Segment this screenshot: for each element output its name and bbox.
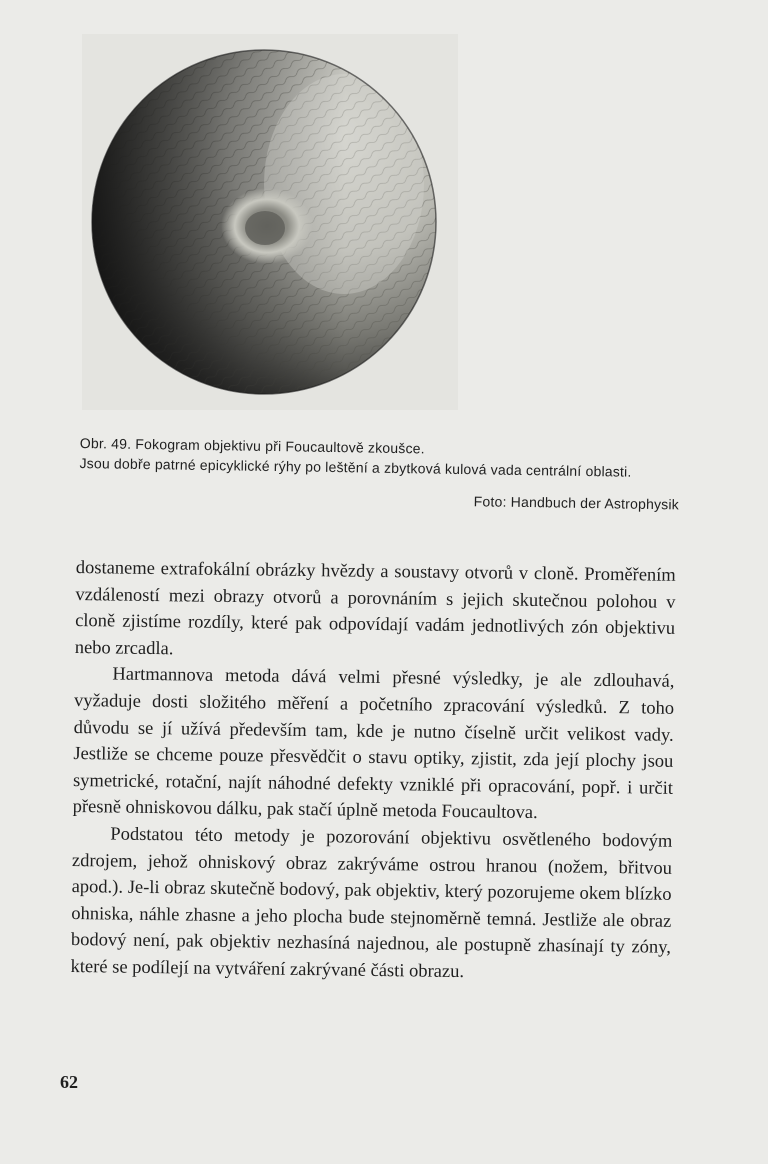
mirror-disc-image [82, 34, 458, 410]
paragraph-2: Hartmannova metoda dává velmi přesné výsledky, je ale zdlouhavá, vyžaduje dosti složitého měření a početního zpracování výsledků. Z toho důvodu se jí užívá především tam, kde je nutno číselně určit velikost vady. Jestliže se chceme pouze přesvědčit o stavu optiky, zjistit, zda její plochy jsou symetrické, rotační, najít náhodné defekty vzniklé při opracování, popř. i určit přesně ohniskovou dálku, pak stačí úplně metoda Foucaultova. [72, 664, 675, 824]
figure-description: Jsou dobře patrné epicyklické rýhy po leštění a zbytková kulová vada centrální oblasti. [79, 454, 632, 480]
main-text [70, 555, 676, 988]
paragraph-3: Podstatou této metody je pozorování objektivu osvětleného bodovým zdrojem, jehož ohniskový obraz zakrýváme ostrou hranou (nožem, břitvou apod.). Je-li obraz skutečně bodový, pak objektiv, který pozorujeme okem blízko ohniska, náhle zhasne a jeho plocha bude stejnoměrně temná. Jestliže ale obraz bodový není, pak objektiv nezhasíná najednou, ale postupně zhasínají ty zóny, které se podílejí na vytváření zakrývané části obrazu. [70, 824, 673, 983]
paragraph-1: dostaneme extrafokální obrázky hvězdy a soustavy otvorů v cloně. Proměřením vzdáleností mezi obrazy otvorů a porovnáním s jejich skutečnou polohou v cloně zjistíme rozdíly, které pak odpovídají vadám jednotlivých zón objektivu nebo zrcadla. [74, 557, 676, 660]
figure-credit: Foto: Handbuch der Astrophysik [473, 493, 680, 513]
page-number: 62 [60, 1072, 78, 1092]
foucault-test-photograph [82, 34, 458, 410]
figure-caption [79, 434, 680, 513]
figure-title: Obr. 49. Fokogram objektivu při Foucaultově zkoušce. [79, 434, 425, 457]
